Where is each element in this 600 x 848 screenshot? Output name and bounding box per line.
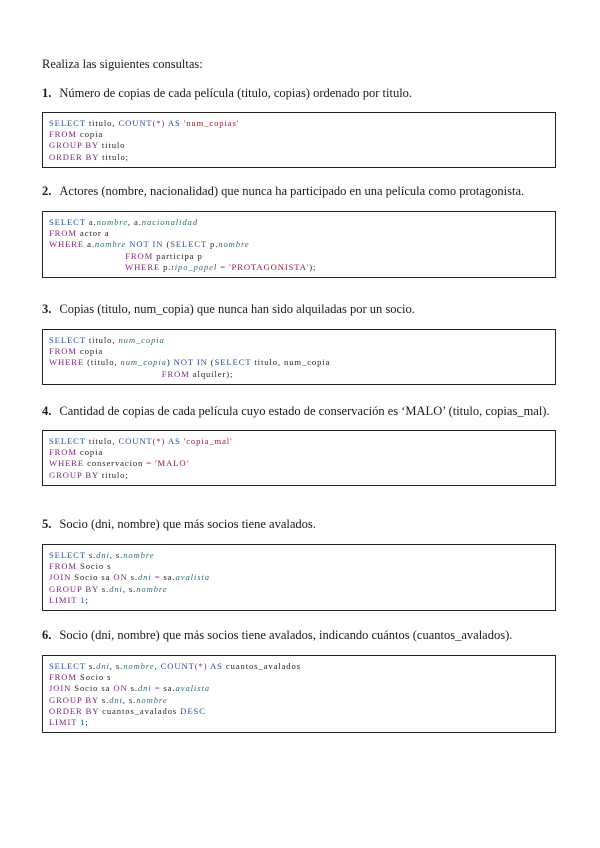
code-token: avalista — [175, 683, 210, 694]
code-token: Socio s — [76, 561, 112, 572]
code-token: titulo; — [98, 469, 129, 480]
code-token: WHERE — [49, 239, 85, 250]
code-block-6 — [42, 655, 556, 733]
code-token: , a. — [127, 217, 142, 227]
code-token: JOIN — [49, 683, 72, 694]
code-token: ) — [166, 357, 174, 368]
question-text: Socio (dni, nombre) que más socios tiene avalados, indicando cuántos (cuantos_avalados). — [59, 628, 513, 642]
code-token: FROM — [49, 672, 77, 683]
question-5 — [42, 517, 562, 532]
code-token: FROM — [161, 368, 190, 379]
code-line — [49, 672, 549, 683]
code-token: (*) — [194, 661, 208, 671]
code-token: SELECT — [49, 118, 86, 128]
code-line — [49, 550, 549, 561]
code-token — [49, 369, 162, 379]
code-token: , — [154, 661, 161, 671]
code-token: AS — [167, 118, 181, 128]
question-text: Actores (nombre, nacionalidad) que nunca ha participado en una película como protagonista. — [59, 184, 525, 198]
code-token: dni — [96, 550, 110, 560]
code-token: SELECT — [49, 550, 86, 560]
code-token: titulo, — [85, 118, 119, 128]
code-line — [49, 447, 549, 458]
question-number: 1. — [42, 86, 52, 100]
code-token: p. — [206, 239, 219, 250]
code-token — [49, 251, 125, 261]
intro-text: Realiza las siguientes consultas: — [42, 57, 203, 71]
question-2 — [42, 184, 562, 199]
code-token: = — [220, 261, 226, 272]
code-token: nombre — [218, 239, 250, 250]
code-token: s. — [98, 583, 110, 594]
code-token: dni — [109, 694, 123, 705]
code-line — [49, 661, 549, 672]
code-token: = — [146, 458, 153, 469]
code-line — [49, 335, 549, 346]
code-token: SELECT — [170, 239, 207, 250]
code-line — [49, 436, 549, 447]
code-line — [49, 228, 549, 239]
code-token: actor a — [76, 228, 110, 239]
code-block-4 — [42, 430, 556, 486]
code-line — [49, 118, 549, 129]
code-token: , s. — [122, 583, 137, 594]
code-token: cuantos_avalados — [99, 705, 181, 716]
code-token: 'MALO' — [155, 458, 189, 469]
code-token: copia — [76, 346, 104, 357]
code-token: a. — [85, 217, 97, 227]
code-token: dni — [96, 661, 110, 671]
code-token: FROM — [125, 250, 154, 261]
question-number: 5. — [42, 517, 52, 531]
code-token: num_copia — [120, 357, 167, 368]
code-token: copia — [76, 129, 104, 140]
code-token: titulo — [98, 140, 126, 151]
code-token: copia — [76, 447, 104, 458]
code-token: SELECT — [49, 335, 86, 345]
code-line — [49, 152, 549, 163]
code-token: dni — [137, 572, 152, 583]
code-token: WHERE — [125, 261, 161, 272]
code-line — [49, 357, 549, 368]
code-token: Socio sa — [71, 683, 114, 694]
code-token: nacionalidad — [141, 217, 198, 227]
code-token: , s. — [122, 694, 137, 705]
code-token: ORDER BY — [49, 151, 100, 162]
code-token: titulo, num_copia — [251, 357, 331, 368]
code-block-1 — [42, 112, 556, 168]
question-4 — [42, 404, 562, 419]
code-block-3 — [42, 329, 556, 385]
question-6 — [42, 628, 562, 643]
code-token: 'num_copias' — [183, 118, 240, 128]
code-token: ; — [85, 594, 89, 605]
code-token: ORDER BY — [49, 705, 100, 716]
question-number: 6. — [42, 628, 52, 642]
code-token: FROM — [49, 228, 77, 239]
question-number: 4. — [42, 404, 52, 418]
code-line — [49, 695, 549, 706]
code-line — [49, 595, 549, 606]
code-token: 1 — [80, 716, 86, 727]
code-line — [49, 584, 549, 595]
code-line — [49, 458, 549, 469]
code-token: cuantos_avalados — [222, 661, 301, 671]
code-token: ( — [207, 357, 215, 368]
code-token: conservacion — [84, 458, 147, 469]
question-text: Copias (titulo, num_copia) que nunca han sido alquiladas por un socio. — [59, 302, 415, 316]
code-token: FROM — [49, 561, 77, 572]
code-token: 1 — [80, 594, 86, 605]
code-line — [49, 706, 549, 717]
question-number: 2. — [42, 184, 52, 198]
code-token: Socio sa — [71, 572, 114, 583]
code-token: LIMIT — [49, 716, 78, 727]
question-text: Número de copias de cada película (titulo, copias) ordenado por titulo. — [59, 86, 413, 100]
code-token — [49, 262, 125, 272]
code-token: ; — [85, 716, 89, 727]
code-token: SELECT — [214, 357, 252, 368]
code-line — [49, 346, 549, 357]
question-number: 3. — [42, 302, 52, 316]
code-token: a. — [84, 239, 95, 250]
code-token: AS — [167, 436, 181, 446]
code-token: nombre — [123, 550, 155, 560]
code-token: (*) — [152, 436, 166, 446]
code-token: s. — [127, 683, 138, 694]
code-token: nombre — [94, 239, 127, 250]
code-line — [49, 572, 549, 583]
code-token: FROM — [49, 346, 77, 357]
code-token: COUNT — [118, 118, 153, 128]
code-token: s. — [85, 550, 97, 560]
code-token: FROM — [49, 129, 77, 140]
code-line — [49, 470, 549, 481]
code-token: ON — [113, 572, 128, 583]
code-token: NOT IN — [173, 357, 208, 368]
code-token: COUNT — [160, 661, 195, 671]
code-block-2 — [42, 211, 556, 278]
code-token: titulo, — [85, 436, 119, 446]
code-token: sa. — [160, 683, 176, 694]
code-token: participa p — [153, 250, 203, 261]
code-block-5 — [42, 544, 556, 611]
code-token: ON — [113, 683, 128, 694]
code-line — [49, 262, 549, 273]
code-token: FROM — [49, 447, 77, 458]
code-token: SELECT — [49, 217, 86, 227]
code-token: = — [154, 683, 161, 694]
code-line — [49, 369, 549, 380]
code-token: NOT IN — [129, 239, 164, 250]
code-token: s. — [98, 694, 110, 705]
code-token: nombre — [136, 583, 168, 594]
code-token: 'copia_mal' — [183, 436, 233, 446]
code-token: (titulo, — [84, 357, 121, 368]
code-token: GROUP BY — [49, 583, 99, 594]
code-token: titulo, — [85, 335, 119, 345]
code-token: nombre — [136, 694, 168, 705]
code-token: Socio s — [76, 672, 112, 683]
code-token: AS — [210, 661, 223, 671]
code-line — [49, 239, 549, 250]
code-line — [49, 561, 549, 572]
code-line — [49, 140, 549, 151]
code-token: GROUP BY — [49, 469, 99, 480]
code-token: , s. — [109, 550, 124, 560]
code-token: titulo; — [99, 151, 129, 162]
code-token: COUNT — [118, 436, 153, 446]
code-token: s. — [127, 572, 138, 583]
question-1 — [42, 86, 562, 101]
code-token: (*) — [152, 118, 166, 128]
code-token: alquiler); — [189, 368, 234, 379]
code-token: SELECT — [49, 661, 86, 671]
code-line — [49, 129, 549, 140]
code-token: s. — [85, 661, 97, 671]
code-token: p. — [160, 261, 172, 272]
code-token: SELECT — [49, 436, 86, 446]
code-token: sa. — [160, 572, 176, 583]
code-token: 'PROTAGONISTA' — [229, 261, 310, 272]
code-token: ); — [309, 261, 317, 272]
code-token: = — [154, 572, 161, 583]
code-token: WHERE — [49, 357, 85, 368]
code-token: nombre — [123, 661, 155, 671]
code-line — [49, 217, 549, 228]
code-token: tipo_papel — [171, 261, 218, 272]
question-3 — [42, 302, 562, 317]
code-token: DESC — [180, 705, 206, 716]
code-line — [49, 251, 549, 262]
code-token: WHERE — [49, 458, 85, 469]
code-line — [49, 683, 549, 694]
code-token: avalista — [175, 572, 210, 583]
code-token: ( — [163, 239, 171, 250]
code-token: LIMIT — [49, 594, 78, 605]
code-token: nombre — [96, 217, 128, 227]
code-token: num_copia — [118, 335, 165, 345]
question-text: Cantidad de copias de cada película cuyo estado de conservación es ‘MALO’ (titulo, copias_mal). — [59, 404, 550, 418]
code-token: dni — [109, 583, 123, 594]
code-token: dni — [137, 683, 152, 694]
code-token: GROUP BY — [49, 694, 99, 705]
code-line — [49, 717, 549, 728]
question-text: Socio (dni, nombre) que más socios tiene avalados. — [59, 517, 316, 531]
code-token: , s. — [109, 661, 124, 671]
code-token: GROUP BY — [49, 140, 99, 151]
code-token: JOIN — [49, 572, 72, 583]
